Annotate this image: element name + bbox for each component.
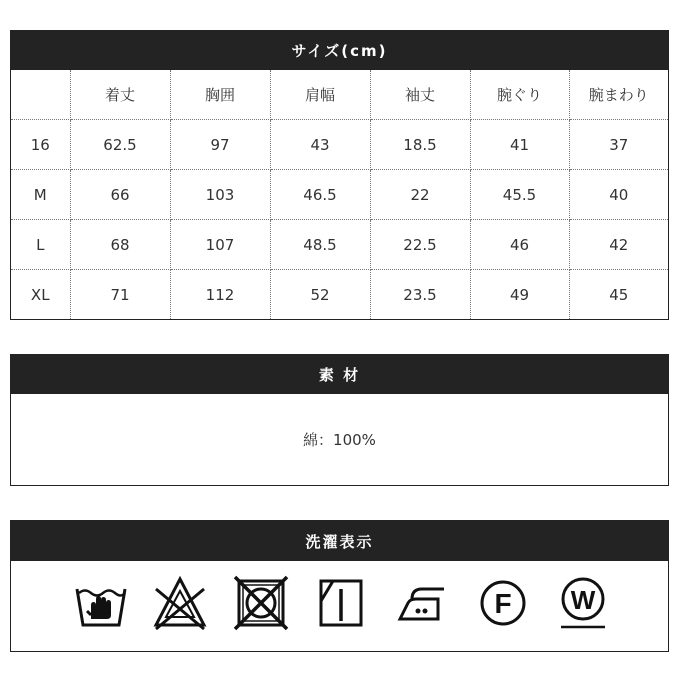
wet-clean-w-icon	[555, 575, 611, 631]
table-cell: 46	[470, 220, 569, 270]
size-section	[10, 30, 669, 320]
table-cell: 112	[170, 270, 270, 320]
care-section-title: 洗濯表示	[11, 521, 668, 561]
material-section-title: 素 材	[11, 355, 668, 394]
table-cell: 37	[569, 120, 668, 170]
header-cell-blank	[11, 70, 70, 120]
table-cell: 40	[569, 170, 668, 220]
size-section-title: サイズ(cm)	[11, 31, 668, 70]
header-cell-shoulder: 肩幅	[270, 70, 370, 120]
table-cell: 46.5	[270, 170, 370, 220]
table-cell: 66	[70, 170, 170, 220]
iron-low-icon	[394, 575, 450, 631]
table-cell: 18.5	[370, 120, 470, 170]
table-cell: 71	[70, 270, 170, 320]
table-row	[11, 170, 668, 220]
do-not-tumble-dry-icon	[233, 575, 289, 631]
wet-clean-letter: W	[570, 585, 596, 615]
table-cell: 42	[569, 220, 668, 270]
header-cell-sleeve: 袖丈	[370, 70, 470, 120]
table-cell: 62.5	[70, 120, 170, 170]
size-label-cell: L	[11, 220, 70, 270]
header-cell-length: 着丈	[70, 70, 170, 120]
table-cell: 23.5	[370, 270, 470, 320]
material-section	[10, 354, 669, 486]
table-cell: 45	[609, 285, 629, 304]
table-cell: 103	[170, 170, 270, 220]
size-label-cell: XL	[11, 270, 70, 320]
header-cell-chest: 胸囲	[170, 70, 270, 120]
size-label-cell: M	[11, 170, 70, 220]
line-dry-shade-icon	[313, 575, 369, 631]
table-cell: 41	[470, 120, 569, 170]
table-cell: 97	[170, 120, 270, 170]
care-section	[10, 520, 669, 652]
size-table	[11, 70, 668, 319]
header-cell-armhole: 腕ぐり	[470, 70, 569, 120]
table-row	[11, 120, 668, 170]
dry-clean-letter: F	[494, 588, 512, 619]
size-label-cell: 16	[11, 120, 70, 170]
header-cell-arm-circumference: 腕まわり	[569, 70, 668, 120]
table-cell: 49	[470, 270, 569, 320]
table-cell: 107	[170, 220, 270, 270]
table-cell: 22.5	[370, 220, 470, 270]
table-row	[11, 270, 668, 320]
table-cell: 48.5	[270, 220, 370, 270]
table-cell: 22	[370, 170, 470, 220]
table-row	[11, 220, 668, 270]
material-text: 綿：100%	[303, 431, 376, 449]
size-table-header-row	[11, 70, 668, 120]
table-cell: 68	[70, 220, 170, 270]
care-icons-row	[11, 561, 668, 651]
table-cell: 43	[270, 120, 370, 170]
do-not-bleach-icon	[152, 575, 208, 631]
hand-wash-icon	[73, 575, 129, 631]
table-cell: 45.5	[470, 170, 569, 220]
table-cell: 52	[270, 270, 370, 320]
dry-clean-f-icon	[475, 575, 531, 631]
